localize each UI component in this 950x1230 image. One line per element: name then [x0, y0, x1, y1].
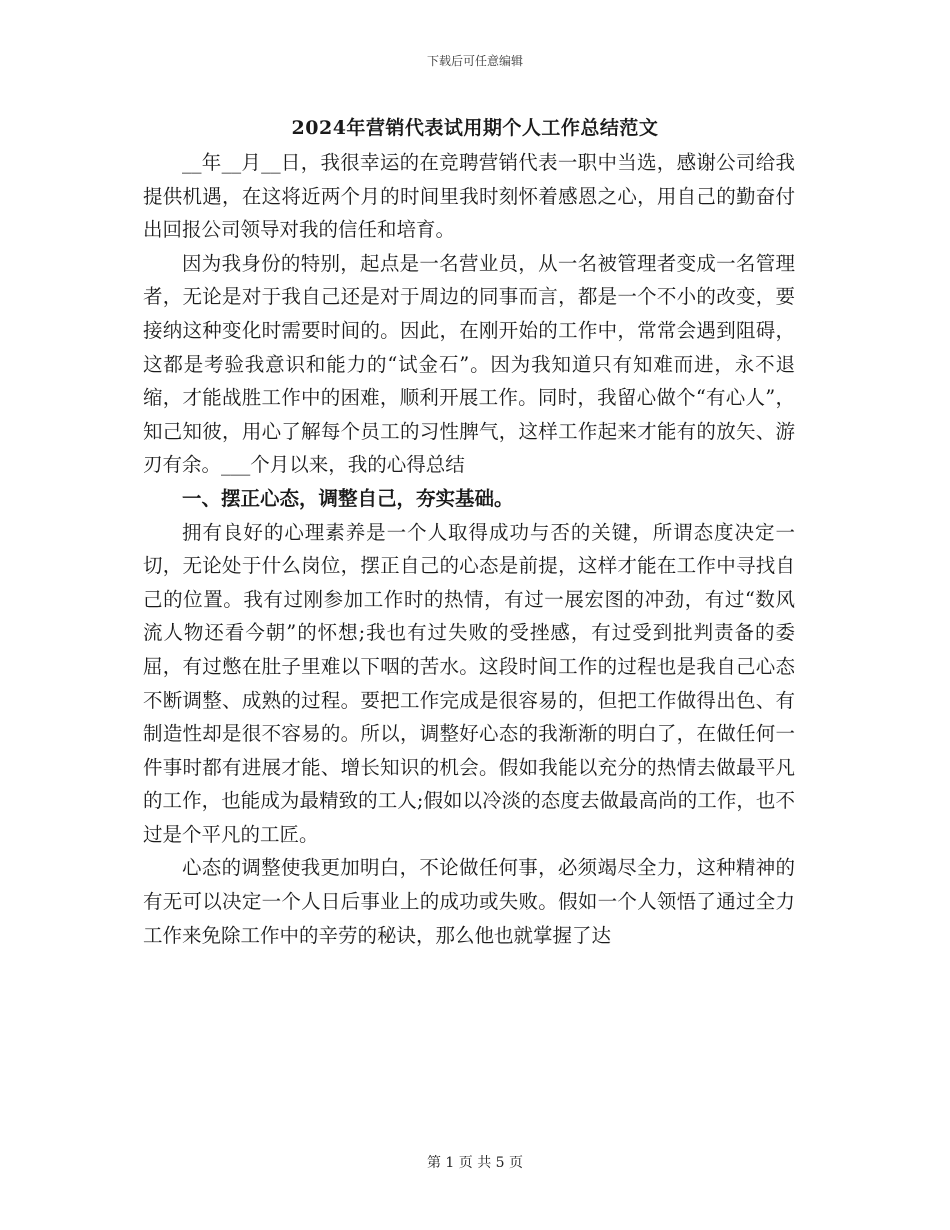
paragraph-background: 因为我身份的特别，起点是一名营业员，从一名被管理者变成一名管理者，无论是对于我自己还是对于周边的同事而言，都是一个不小的改变，要接纳这种变化时需要时间的。因此，在刚开始的工作中，常常会遇到阻碍，这都是考验我意识和能力的“试金石”。因为我知道只有知难而进，永不退缩，才能战胜工作中的困难，顺利开展工作。同时，我留心做个“有心人”，知己知彼，用心了解每个员工的习性脾气，这样工作起来才能有的放矢、游刃有余。___个月以来，我的心得总结	[143, 251, 795, 477]
section-heading-1: 一、摆正心态，调整自己，夯实基础。	[182, 486, 514, 510]
paragraph-effort: 心态的调整使我更加明白，不论做任何事，必须竭尽全力，这种精神的有无可以决定一个人日后事业上的成功或失败。假如一个人领悟了通过全力工作来免除工作中的辛劳的秘诀，那么他也就掌握了达	[143, 856, 795, 947]
page-footer: 第 1 页 共 5 页	[426, 1155, 524, 1171]
paragraph-intro: __年__月__日，我很幸运的在竞聘营销代表一职中当选，感谢公司给我提供机遇，在这将近两个月的时间里我时刻怀着感恩之心，用自己的勤奋付出回报公司领导对我的信任和培育。	[143, 151, 795, 242]
document-title: 2024年营销代表试用期个人工作总结范文	[291, 117, 659, 139]
paragraph-mindset: 拥有良好的心理素养是一个人取得成功与否的关键，所谓态度决定一切，无论处于什么岗位，摆正自己的心态是前提，这样才能在工作中寻找自己的位置。我有过刚参加工作时的热情，有过一展宏图的冲劲，有过“数风流人物还看今朝”的怀想;我也有过失败的受挫感，有过受到批判责备的委屈，有过憋在肚子里难以下咽的苦水。这段时间工作的过程也是我自己心态不断调整、成熟的过程。要把工作完成是很容易的，但把工作做得出色、有制造性却是很不容易的。所以，调整好心态的我渐渐的明白了，在做任何一件事时都有进展才能、增长知识的机会。假如我能以充分的热情去做最平凡的工作，也能成为最精致的工人;假如以冷淡的态度去做最高尚的工作，也不过是个平凡的工匠。	[143, 520, 795, 846]
header-note: 下载后可任意编辑	[426, 54, 523, 68]
document-body	[143, 146, 795, 952]
